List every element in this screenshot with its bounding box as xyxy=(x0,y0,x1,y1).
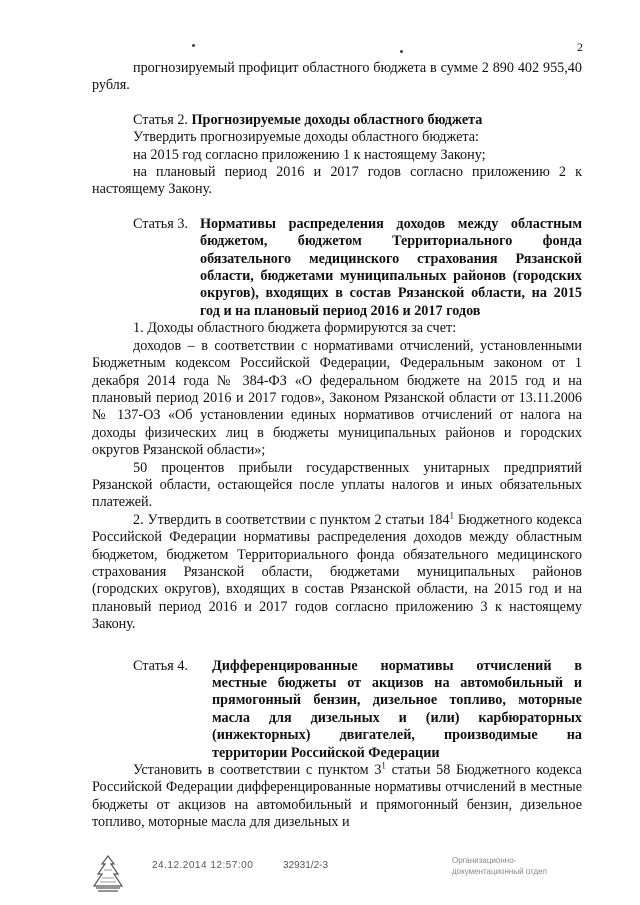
document-body xyxy=(92,60,582,832)
footer-org: Организационно- документационный отдел xyxy=(452,856,547,876)
article-4-heading xyxy=(92,658,582,762)
paragraph-surplus: прогнозируемый профицит областного бюджета в сумме 2 890 402 955,40 рубля. xyxy=(92,60,582,94)
article-3-paragraph-1: 1. Доходы областного бюджета формируются за счет: xyxy=(133,320,457,337)
article-2-title: Прогнозируемые доходы областного бюджета xyxy=(191,111,483,128)
article-4-paragraph-1: Установить в соответствии с пунктом $3^1$ статьи 58 Бюджетного кодекса Российской Федерации дифференцированные нормативы отчислений в местные бюджеты от акцизов на автомобильный и прямогонный бензин, дизельное топливо, моторные масла для дизельных и xyxy=(92,760,582,831)
article-2-line-3: на плановый период 2016 и 2017 годов согласно приложению 2 к настоящему Закону. xyxy=(92,164,582,198)
footer-date: 24.12.2014 12:57:00 xyxy=(152,860,254,871)
article-2-line-1: Утвердить прогнозируемые доходы областного бюджета: xyxy=(133,129,479,146)
scan-speck xyxy=(192,44,195,47)
article-2-line-2: на 2015 год согласно приложению 1 к настоящему Закону; xyxy=(133,146,486,163)
article-2-label: Статья 2. xyxy=(133,111,188,128)
article-4-title: Дифференцированные нормативы отчислений в местные бюджеты от акцизов на автомобильный и прямогонный бензин, дизельное топливо, моторные масла для дизельных и (или) карбюраторных (инжекторных) двигателей, производимые на территории Российской Федерации xyxy=(211,657,582,761)
article-3-paragraph-3: 50 процентов прибыли государственных унитарных предприятий Рязанской области, остающейся после уплаты налогов и иных обязательных платежей. xyxy=(92,459,582,511)
article-2-heading xyxy=(92,112,582,129)
superscript: 1 xyxy=(381,760,386,771)
footer-code: 32931/2-3 xyxy=(283,860,329,871)
scan-speck xyxy=(400,50,403,53)
superscript: 1 xyxy=(449,510,454,521)
article-3-paragraph-2: доходов – в соответствии с нормативами отчислений, установленными Бюджетным кодексом Российской Федерации, Федеральным законом от 1 декабря 2014 года № 384-ФЗ «О федеральном бюджете на 2015 год и на плановый период 2016 и 2017 годов», Законом Рязанской области от 13.11.2006 № 137-ОЗ «Об установлении единых нормативов отчислений от налога на доходы физических лиц в бюджеты муниципальных районов и городских округов Рязанской области»; xyxy=(92,337,582,459)
article-3-title: Нормативы распределения доходов между областным бюджетом, бюджетом Территориального фонда обязательного медицинского страхования Рязанской области, бюджетами муниципальных районов (городских округов), входящих в состав Рязанской области, на 2015 год и на плановый период 2016 и 2017 годов xyxy=(199,215,582,319)
emblem-stamp-icon xyxy=(90,854,126,894)
article-3-label: Статья 3. xyxy=(133,215,188,232)
article-4-label: Статья 4. xyxy=(133,657,188,674)
footer xyxy=(0,848,640,898)
article-3-heading xyxy=(92,216,582,320)
article-3-paragraph-4: 2. Утвердить в соответствии с пунктом 2 статьи $184^1$ Бюджетного кодекса Российской Федерации нормативы распределения доходов между областным бюджетом, бюджетом Территориального фонда обязательного медицинского страхования Рязанской области, бюджетами муниципальных районов (городских округов), входящих в состав Рязанской области, на 2015 год и на плановый период 2016 и 2017 годов согласно приложению 3 к настоящему Закону. xyxy=(92,510,582,633)
page-number: 2 xyxy=(577,40,583,54)
